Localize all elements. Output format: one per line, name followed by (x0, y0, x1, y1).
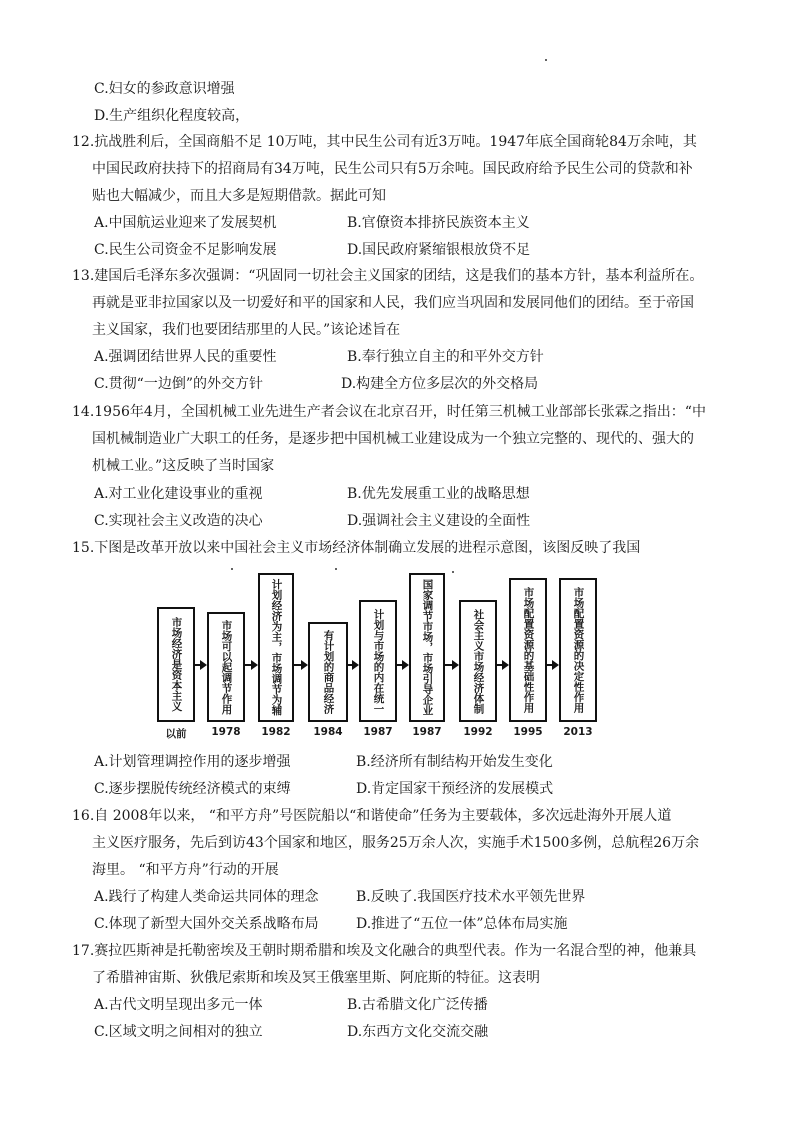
diagram-year-1: 以前 (165, 728, 187, 740)
question-16-option-b: B.反映了.我国医疗技术水平领先世界 (356, 889, 586, 905)
question-16-line-3: 海里。 “和平方舟”行动的开展 (92, 862, 279, 878)
question-13-line-1: 13.建国后毛泽东多次强调：“巩固同一切社会主义国家的团结，这是我们的基本方针，基本利益所在。 (72, 268, 704, 284)
diagram-box-7 (459, 600, 497, 722)
question-17-line-2: 了希腊神宙斯、狄俄尼索斯和埃及冥王俄塞里斯、阿庇斯的特征。这表明 (92, 970, 540, 986)
question-12-option-a: A.中国航运业迎来了发展契机 (94, 215, 277, 231)
question-13-option-c: C.贯彻“一边倒”的外交方针 (94, 376, 263, 392)
question-13-line-3: 主义国家，我们也要团结那里的人民。”该论述旨在 (92, 322, 401, 338)
diagram-box-4-label: 有计划的商品经济 (322, 630, 335, 714)
diagram-year-2: 1978 (211, 726, 241, 738)
question-14-line-3: 机械工业。”这反映了当时国家 (92, 458, 275, 474)
diagram-box-5 (359, 600, 397, 722)
diagram-year-8: 1995 (513, 726, 543, 738)
question-13-option-a: A.强调团结世界人民的重要性 (94, 349, 277, 365)
question-16-line-2: 主义医疗服务，先后到访43个国家和地区，服务25万余人次，实施手术1500多例，总航程26万余 (92, 835, 700, 851)
question-17-option-a: A.古代文明呈现出多元一体 (94, 997, 263, 1013)
diagram-box-9-label: 市场配置资源的决定性作用 (572, 587, 585, 713)
question-14-line-2: 国机械制造业广大职工的任务，是逐步把中国机械工业建设成为一个独立完整的、现代的、强大的 (92, 431, 694, 447)
question-14-option-a: A.对工业化建设事业的重视 (94, 486, 263, 502)
question-17-line-1: 17.赛拉匹斯神是托勒密埃及王朝时期希腊和埃及文化融合的典型代表。作为一名混合型的神，他兼具 (72, 943, 697, 959)
diagram-arrow (294, 664, 302, 666)
question-15-line-1: 15.下图是改革开放以来中国社会主义市场经济体制确立发展的进程示意图，该图反映了我国 (72, 540, 641, 556)
question-15-option-a: A.计划管理调控作用的逐步增强 (94, 754, 291, 770)
diagram-box-1-label: 市场经济是资本主义 (170, 617, 183, 712)
diagram-box-7-label: 社会主义市场经济体制 (472, 608, 485, 714)
question-12-line-2: 中国民政府扶持下的招商局有34万吨，民生公司只有5万余吨。国民政府给予民生公司的贷款和补 (92, 161, 693, 177)
diagram-box-5-label: 计划与市场的内在统一 (372, 608, 385, 714)
diagram-year-3: 1982 (261, 726, 291, 738)
question-14-option-b: B.优先发展重工业的战略思想 (347, 486, 530, 502)
diagram-box-2-label: 市场可以起调节作用 (220, 619, 233, 715)
diagram-box-6-label: 国家调节市场，市场引导企业 (421, 579, 434, 716)
diagram-arrow (245, 664, 252, 666)
diagram-year-7: 1992 (463, 726, 493, 738)
diagram-arrow (547, 664, 553, 666)
question-14-line-1: 14.1956年4月，全国机械工业先进生产者会议在北京召开，时任第三机械工业部部长张霖之指出：“中 (72, 404, 706, 420)
diagram-box-4 (308, 622, 348, 722)
prev-option-c: C.妇女的参政意识增强 (94, 81, 235, 97)
diagram-box-9 (559, 578, 597, 722)
diagram-box-3 (258, 573, 294, 722)
question-16-option-c: C.体现了新型大国外交关系战略布局 (94, 916, 319, 932)
diagram-year-4: 1984 (313, 726, 343, 738)
scan-speck (335, 568, 337, 570)
question-15-option-d: D.肯定国家干预经济的发展模式 (356, 781, 554, 797)
diagram-arrow (195, 664, 201, 666)
question-12-option-d: D.国民政府紧缩银根放贷不足 (347, 242, 531, 258)
question-14-option-d: D.强调社会主义建设的全面性 (347, 513, 531, 529)
question-13-option-d: D.构建全方位多层次的外交格局 (341, 376, 539, 392)
question-13-option-b: B.奉行独立自主的和平外交方针 (347, 349, 544, 365)
diagram-box-1 (157, 607, 195, 722)
diagram-box-6 (409, 573, 445, 722)
diagram-arrow (497, 664, 503, 666)
question-17-option-c: C.区域文明之间相对的独立 (94, 1024, 263, 1040)
scan-speck (545, 59, 547, 61)
scan-speck (231, 568, 233, 570)
diagram-box-3-label: 计划经济为主，市场调节为辅 (270, 579, 283, 716)
question-16-line-1: 16.自 2008年以来， “和平方舟”号医院船以“和谐使命”任务为主要载体，多次远赴海外开展人道 (72, 808, 672, 824)
diagram-box-2 (207, 612, 245, 722)
question-17-option-d: D.东西方文化交流交融 (347, 1024, 489, 1040)
prev-option-d: D.生产组织化程度较高， (94, 108, 250, 124)
question-17-option-b: B.古希腊文化广泛传播 (347, 997, 488, 1013)
question-14-option-c: C.实现社会主义改造的决心 (94, 513, 263, 529)
diagram-box-8-label: 市场配置资源的基础性作用 (522, 587, 535, 713)
question-13-line-2: 再就是亚非拉国家以及一切爱好和平的国家和人民，我们应当巩固和发展同他们的团结。至于帝国 (92, 295, 694, 311)
question-12-option-c: C.民生公司资金不足影响发展 (94, 242, 277, 258)
question-12-option-b: B.官僚资本排挤民族资本主义 (347, 215, 530, 231)
diagram-arrow (397, 664, 403, 666)
question-16-option-a: A.践行了构建人类命运共同体的理念 (94, 889, 319, 905)
diagram-box-8 (509, 578, 547, 722)
diagram-arrow (348, 664, 353, 666)
diagram-year-5: 1987 (363, 726, 393, 738)
question-12-line-3: 贴也大幅减少，而且大多是短期借款。据此可知 (92, 188, 386, 204)
question-15-option-b: B.经济所有制结构开始发生变化 (356, 754, 553, 770)
diagram-year-9: 2013 (563, 726, 593, 738)
question-16-option-d: D.推进了“五位一体”总体布局实施 (356, 916, 568, 932)
question-12-line-1: 12.抗战胜利后，全国商船不足 10万吨，其中民生公司有近3万吨。1947年底全国商轮84万余吨，其 (72, 134, 697, 150)
diagram-arrow (445, 664, 453, 666)
diagram-year-6: 1987 (412, 726, 442, 738)
question-15-option-c: C.逐步摆脱传统经济模式的束缚 (94, 781, 291, 797)
scan-speck (452, 571, 454, 573)
